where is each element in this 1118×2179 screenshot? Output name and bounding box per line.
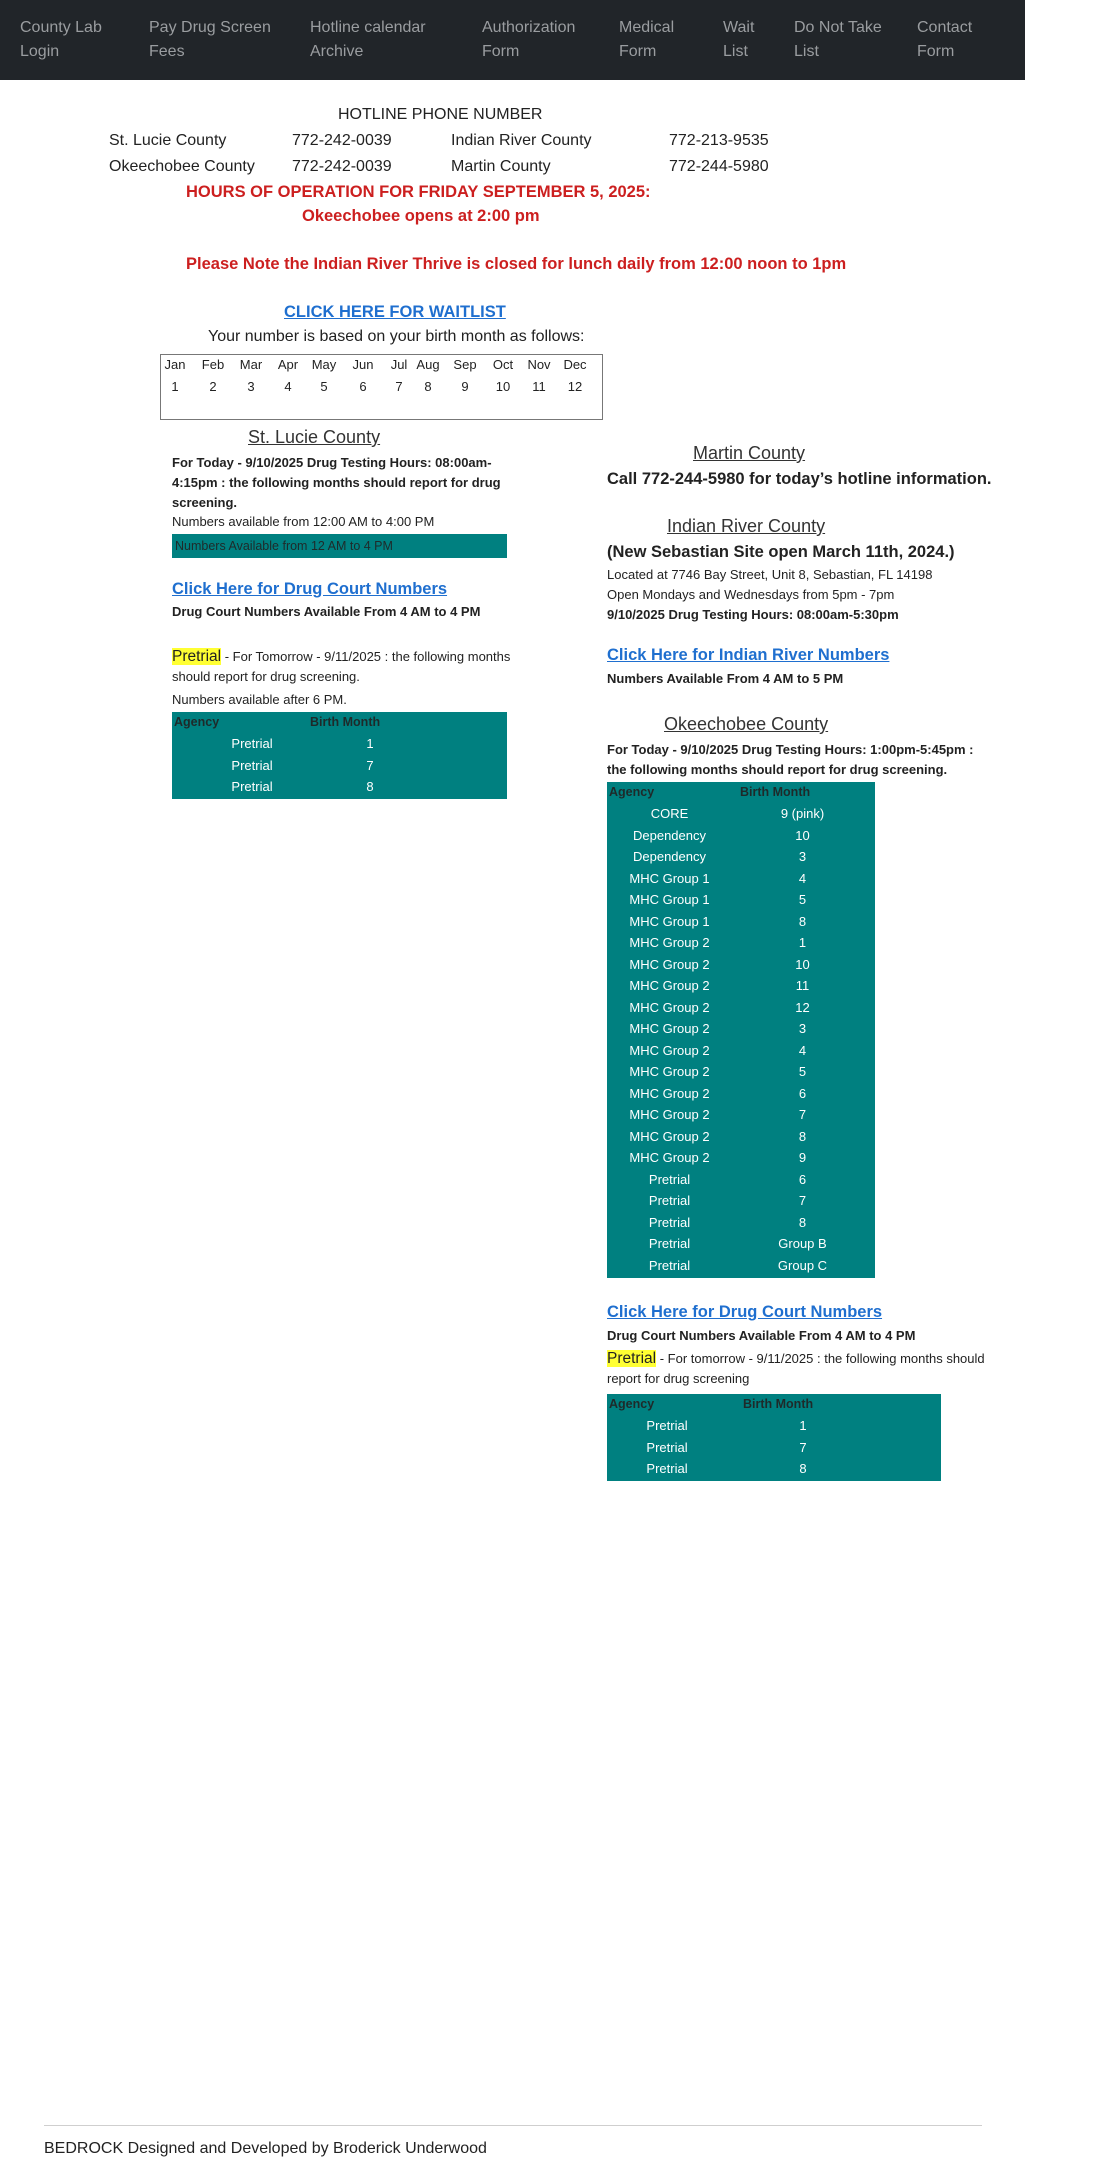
table-cell-month: 1	[366, 736, 374, 751]
indian-river-link[interactable]: Click Here for Indian River Numbers	[607, 646, 890, 664]
footer-credit: BEDROCK Designed and Developed by Broderick Underwood	[44, 2140, 487, 2157]
st-lucie-numbers-bar: Numbers Available from 12 AM to 4 PM	[172, 534, 507, 558]
top-navbar	[0, 0, 1025, 80]
waitlist-link[interactable]: CLICK HERE FOR WAITLIST	[284, 303, 506, 321]
month-number: 4	[284, 379, 292, 394]
table-cell-month: 1	[799, 1418, 807, 1433]
table-cell-agency: Pretrial	[648, 1171, 691, 1187]
hours-notice: HOURS OF OPERATION FOR FRIDAY SEPTEMBER 5, 2025:	[186, 183, 651, 201]
pretrial-highlight: Pretrial	[607, 1350, 657, 1367]
okeechobee-agency-table	[607, 782, 875, 1278]
nav-link-label: Medical	[619, 19, 675, 36]
table-header: Agency	[174, 715, 220, 729]
table-cell-month: 7	[799, 1439, 807, 1455]
okeechobee-today: For Today - 9/10/2025 Drug Testing Hours: 1:00pm-5:45pm : the following months should report for drug screening.	[607, 742, 974, 777]
table-cell-month: 12	[795, 999, 810, 1015]
nav-link[interactable]	[482, 16, 575, 64]
nav-link-label: Contact	[917, 19, 973, 36]
table-cell-month: 10	[795, 956, 810, 972]
nav-link-label: Fees	[149, 43, 185, 60]
st-lucie-today: For Today - 9/10/2025 Drug Testing Hours: 08:00am-4:15pm : the following months should report for drug screening.	[172, 455, 501, 510]
table-cell-agency: MHC Group 2	[629, 935, 710, 950]
nav-link-label: County Lab	[20, 19, 102, 36]
table-header: Birth Month	[740, 785, 811, 799]
st-lucie-pretrial-note	[172, 647, 517, 687]
indian-river-title: Indian River County	[667, 516, 826, 536]
martin-title: Martin County	[693, 443, 806, 463]
table-cell-agency: MHC Group 1	[629, 870, 710, 886]
nav-link-label: Authorization	[482, 19, 576, 36]
pretrial-highlight: Pretrial	[172, 648, 222, 665]
indian-river-hours: 9/10/2025 Drug Testing Hours: 08:00am-5:30pm	[607, 607, 899, 622]
month-number: 6	[359, 379, 367, 394]
st-lucie-drug-court-hours: Drug Court Numbers Available From 4 AM to 4 PM	[172, 604, 481, 619]
table-cell-agency: Pretrial	[231, 757, 273, 773]
st-lucie-drug-court-link[interactable]: Click Here for Drug Court Numbers	[172, 580, 448, 598]
nav-link-label: List	[794, 43, 819, 60]
table-header: Birth Month	[310, 715, 381, 729]
pretrial-text: - For tomorrow - 9/11/2025 : the following months should report for drug screening	[607, 1351, 985, 1386]
st-lucie-agency-table	[172, 712, 507, 799]
table-cell-month: 7	[366, 757, 374, 773]
nav-link-label: Form	[917, 43, 955, 60]
month-number: 3	[247, 379, 255, 394]
month-number: 5	[320, 379, 328, 394]
table-cell-month: 6	[798, 1171, 807, 1187]
nav-link-label: Login	[20, 43, 60, 60]
table-cell-month: 6	[798, 1085, 807, 1101]
table-cell-agency: MHC Group 1	[629, 913, 710, 929]
table-header: Agency	[609, 785, 655, 799]
table-cell-agency: Pretrial	[648, 1236, 691, 1251]
hotline-phone: 772-242-0039	[292, 132, 392, 149]
table-cell-month: 3	[798, 849, 807, 864]
table-cell-agency: MHC Group 2	[629, 1042, 710, 1058]
table-cell-agency: MHC Group 2	[629, 1150, 710, 1165]
nav-link-label: Hotline calendar	[310, 19, 426, 36]
indian-river-available: Numbers Available From 4 AM to 5 PM	[607, 671, 844, 686]
okeechobee-drug-court-hours: Drug Court Numbers Available From 4 AM to 4 PM	[607, 1328, 916, 1343]
table-cell-agency: MHC Group 2	[629, 956, 710, 972]
okeechobee-title: Okeechobee County	[664, 714, 829, 734]
table-cell-agency: MHC Group 2	[629, 1064, 710, 1079]
table-cell-month: 4	[798, 870, 807, 886]
table-header: Agency	[609, 1397, 655, 1411]
nav-link[interactable]	[794, 16, 882, 64]
table-cell-month: 9	[798, 1150, 807, 1165]
table-cell-month: Group C	[777, 1257, 828, 1273]
st-lucie-after: Numbers available after 6 PM.	[172, 692, 347, 707]
waitlist-caption: Your number is based on your birth month as follows:	[208, 328, 585, 345]
nav-link[interactable]	[917, 16, 972, 64]
month-label: Mar	[239, 357, 263, 372]
indian-river-subtitle: (New Sebastian Site open March 11th, 2024.)	[607, 543, 955, 561]
table-header: Birth Month	[743, 1397, 814, 1411]
table-cell-agency: Pretrial	[231, 779, 273, 794]
table-cell-month: 8	[799, 1461, 807, 1476]
okeechobee-drug-court-link[interactable]: Click Here for Drug Court Numbers	[607, 1303, 883, 1321]
st-lucie-title: St. Lucie County	[248, 427, 381, 447]
pretrial-text: - For Tomorrow - 9/11/2025 : the following months should report for drug screening.	[172, 649, 511, 684]
hotline-county: Martin County	[451, 158, 551, 175]
month-number: 2	[209, 379, 217, 394]
table-cell-agency: MHC Group 2	[629, 1107, 710, 1122]
table-cell-month: 8	[798, 1214, 807, 1230]
table-cell-month: 9 (pink)	[780, 806, 825, 821]
table-cell-month: 4	[798, 1042, 807, 1058]
table-cell-agency: MHC Group 1	[629, 892, 710, 907]
table-cell-agency: Pretrial	[648, 1193, 691, 1208]
table-cell-agency: Pretrial	[646, 1439, 688, 1455]
table-cell-month: 8	[798, 913, 807, 929]
hotline-phone: 772-244-5980	[669, 158, 769, 175]
month-number: 10	[495, 379, 511, 394]
table-cell-agency: MHC Group 2	[629, 999, 710, 1015]
nav-link-label: Wait	[723, 19, 755, 36]
month-label: Oct	[492, 357, 514, 372]
birth-month-table	[160, 354, 603, 420]
table-cell-agency: Pretrial	[231, 736, 273, 751]
table-cell-agency: Pretrial	[648, 1214, 691, 1230]
hotline-title: HOTLINE PHONE NUMBER	[338, 106, 543, 123]
month-label: Jul	[390, 357, 408, 372]
month-number: 9	[461, 379, 469, 394]
table-cell-month: 7	[798, 1107, 807, 1122]
martin-call: Call 772-244-5980 for today’s hotline information.	[607, 470, 992, 488]
indian-river-open: Open Mondays and Wednesdays from 5pm - 7pm	[607, 587, 895, 602]
nav-link-label: Archive	[310, 43, 364, 60]
nav-link-label: Form	[482, 43, 520, 60]
table-cell-month: 5	[798, 1064, 807, 1079]
month-label: Dec	[563, 357, 587, 372]
table-cell-month: 7	[798, 1193, 807, 1208]
month-label: Nov	[527, 357, 551, 372]
table-cell-month: Group B	[778, 1236, 827, 1251]
month-number: 8	[424, 379, 432, 394]
okeechobee-notice: Okeechobee opens at 2:00 pm	[302, 207, 540, 225]
table-cell-agency: MHC Group 2	[629, 978, 710, 993]
hotline-phone: 772-242-0039	[292, 158, 392, 175]
nav-link-label: Do Not Take	[794, 19, 882, 36]
table-cell-agency: Dependency	[633, 849, 706, 864]
okeechobee-pretrial-table	[607, 1394, 941, 1481]
hotline-phone: 772-213-9535	[669, 132, 769, 149]
table-cell-month: 5	[798, 892, 807, 907]
table-cell-month: 3	[798, 1021, 807, 1036]
table-cell-month: 8	[366, 779, 374, 794]
nav-link-label: Form	[619, 43, 657, 60]
st-lucie-available: Numbers available from 12:00 AM to 4:00 PM	[172, 514, 435, 529]
nav-link[interactable]	[310, 16, 426, 64]
table-cell-agency: Pretrial	[646, 1418, 688, 1433]
month-number: 11	[532, 379, 546, 394]
nav-link-label: Pay Drug Screen	[149, 19, 271, 36]
indian-river-address: Located at 7746 Bay Street, Unit 8, Sebastian, FL 14198	[607, 567, 933, 582]
month-number: 7	[395, 379, 403, 394]
nav-link[interactable]	[619, 16, 674, 64]
table-cell-agency: CORE	[650, 806, 689, 821]
table-cell-agency: Pretrial	[648, 1257, 691, 1273]
table-cell-month: 11	[795, 978, 810, 993]
month-label: Feb	[201, 357, 225, 372]
table-cell-agency: MHC Group 2	[629, 1128, 710, 1144]
table-cell-month: 8	[798, 1128, 807, 1144]
month-label: May	[311, 357, 337, 372]
nav-link[interactable]	[723, 16, 754, 64]
table-cell-agency: Pretrial	[646, 1461, 688, 1476]
month-label: Sep	[453, 357, 477, 372]
hotline-county: Okeechobee County	[109, 158, 255, 175]
nav-link[interactable]	[20, 16, 102, 64]
month-label: Jun	[352, 357, 374, 372]
table-cell-agency: MHC Group 2	[629, 1021, 710, 1036]
table-cell-month: 1	[798, 935, 807, 950]
month-label: Apr	[277, 357, 299, 372]
nav-link-label: List	[723, 43, 748, 60]
table-cell-month: 10	[795, 827, 810, 843]
table-cell-agency: MHC Group 2	[629, 1085, 710, 1101]
table-cell-agency: Dependency	[633, 827, 706, 843]
month-number: 12	[567, 379, 583, 394]
okeechobee-pretrial-note	[607, 1349, 987, 1389]
hotline-county: St. Lucie County	[109, 132, 227, 149]
month-label: Jan	[164, 357, 186, 372]
lunch-notice: Please Note the Indian River Thrive is closed for lunch daily from 12:00 noon to 1pm	[186, 255, 847, 273]
nav-link[interactable]	[149, 16, 271, 64]
month-number: 1	[171, 379, 179, 394]
hotline-county: Indian River County	[451, 132, 592, 149]
month-label: Aug	[416, 357, 440, 372]
footer-divider	[44, 2125, 982, 2126]
